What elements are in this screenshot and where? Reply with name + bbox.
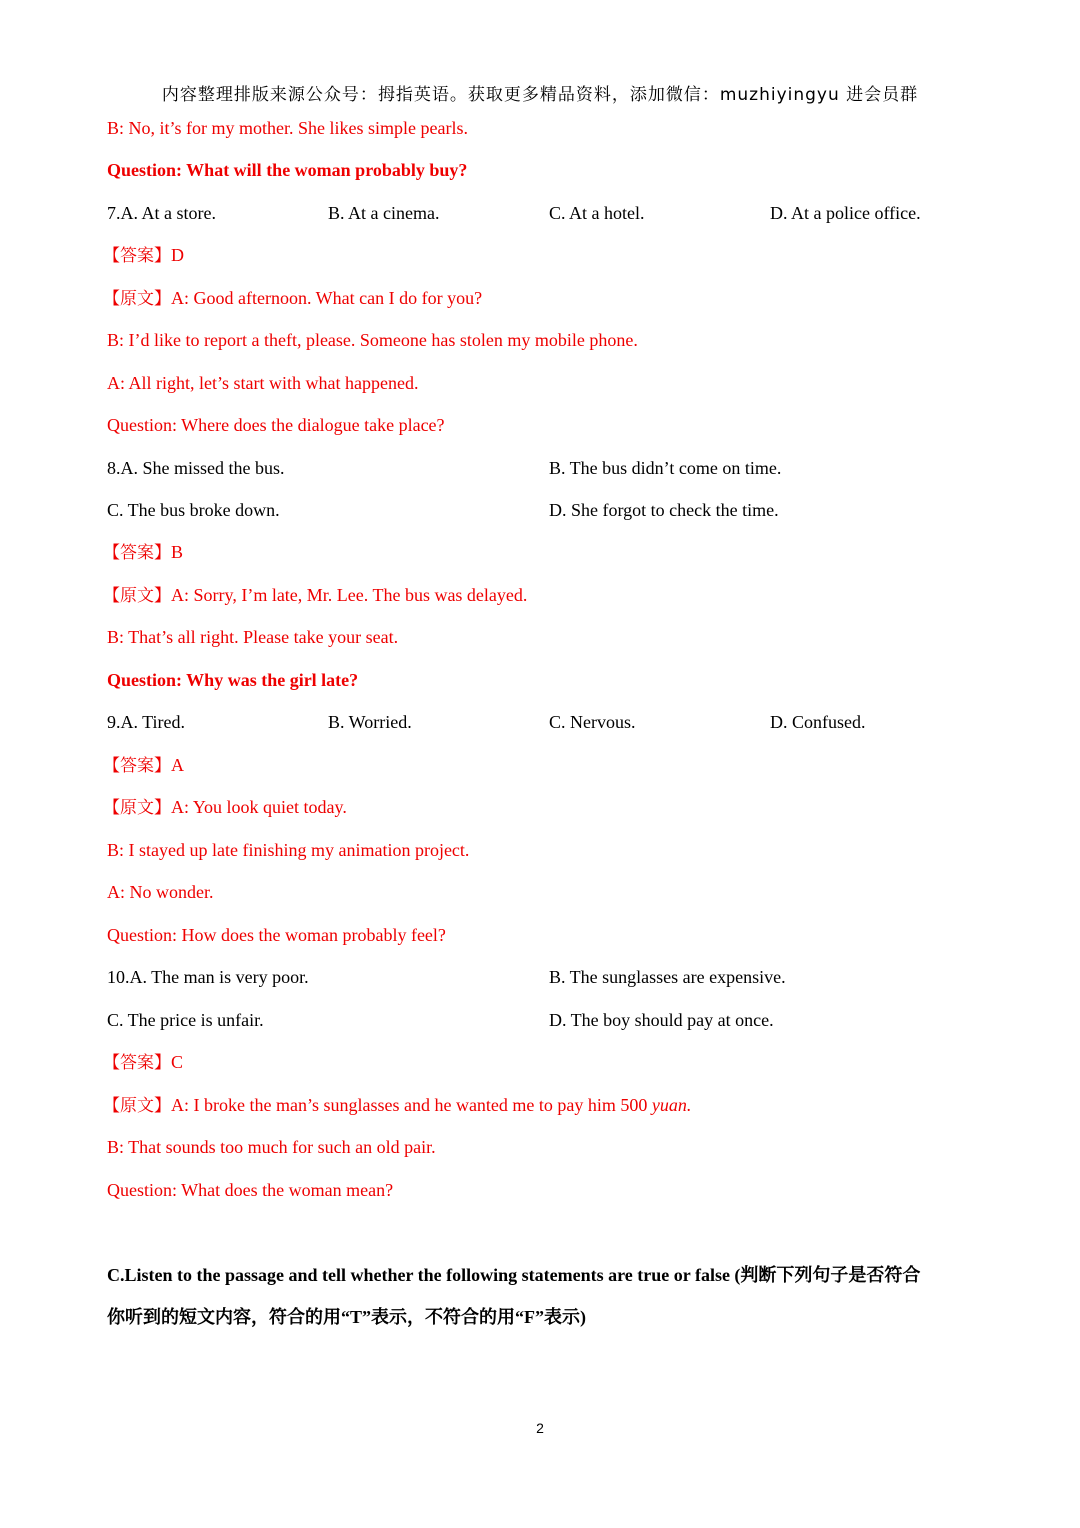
italic-word: yuan.: [651, 1095, 692, 1115]
option-10d: D. The boy should pay at once.: [549, 1010, 774, 1030]
option-9b: B. Worried.: [328, 712, 412, 732]
option-7a: 7.A. At a store.: [107, 203, 216, 223]
original-tag: 【原文】: [103, 586, 171, 606]
question-8: Question: Why was the girl late?: [107, 670, 359, 690]
option-7c: C. At a hotel.: [549, 203, 645, 223]
original-tag: 【原文】: [103, 289, 171, 309]
original-tag: 【原文】: [103, 798, 171, 818]
question-10: Question: What does the woman mean?: [107, 1180, 394, 1200]
section-c-instruction-cont: 你听到的短文内容，符合的用“T”表示，不符合的用“F”表示): [107, 1307, 586, 1327]
answer-tag: 【答案】: [103, 246, 171, 266]
question-line: Question: What will the woman probably buy?: [107, 160, 468, 180]
dialogue-line: B: No, it’s for my mother. She likes simple pearls.: [107, 118, 468, 138]
answer-9: [103, 754, 184, 777]
dialogue-line: A: I broke the man’s sunglasses and he wanted me to pay him 500: [171, 1095, 652, 1115]
option-10b: B. The sunglasses are expensive.: [549, 967, 786, 987]
option-10c: C. The price is unfair.: [107, 1010, 264, 1030]
option-8b: B. The bus didn’t come on time.: [549, 458, 782, 478]
original-9-2: B: I stayed up late finishing my animation project.: [107, 840, 470, 860]
original-8-1: [103, 584, 527, 607]
original-7-3: A: All right, let’s start with what happened.: [107, 373, 419, 393]
option-9c: C. Nervous.: [549, 712, 636, 732]
answer-value: B: [171, 542, 184, 562]
option-8c: C. The bus broke down.: [107, 500, 280, 520]
question-9: Question: How does the woman probably feel?: [107, 925, 446, 945]
original-9-3: A: No wonder.: [107, 882, 214, 902]
answer-value: C: [171, 1052, 184, 1072]
option-9d: D. Confused.: [770, 712, 866, 732]
original-7-2: B: I’d like to report a theft, please. Someone has stolen my mobile phone.: [107, 330, 638, 350]
original-tag: 【原文】: [103, 1096, 171, 1116]
option-7b: B. At a cinema.: [328, 203, 440, 223]
page-header: 内容整理排版来源公众号：拇指英语。获取更多精品资料，添加微信：muzhiyingyu 进会员群: [161, 85, 919, 105]
option-8d: D. She forgot to check the time.: [549, 500, 779, 520]
dialogue-line: A: Good afternoon. What can I do for you?: [171, 288, 483, 308]
answer-8: [103, 541, 183, 564]
option-9a: 9.A. Tired.: [107, 712, 186, 732]
section-c-instruction: C.Listen to the passage and tell whether the following statements are true or false (判断下列句子是否符合: [107, 1265, 921, 1285]
original-7-1: [103, 287, 482, 310]
option-10a: 10.A. The man is very poor.: [107, 967, 309, 987]
answer-10: [103, 1051, 183, 1074]
page-number: 2: [536, 1420, 544, 1436]
original-9-1: [103, 796, 347, 819]
answer-tag: 【答案】: [103, 756, 171, 776]
dialogue-line: A: Sorry, I’m late, Mr. Lee. The bus was delayed.: [171, 585, 528, 605]
answer-tag: 【答案】: [103, 543, 171, 563]
answer-7: [103, 244, 184, 267]
original-8-2: B: That’s all right. Please take your seat.: [107, 627, 399, 647]
option-8a: 8.A. She missed the bus.: [107, 458, 285, 478]
answer-value: D: [171, 245, 184, 265]
dialogue-line: A: You look quiet today.: [171, 797, 347, 817]
option-7d: D. At a police office.: [770, 203, 921, 223]
answer-value: A: [171, 755, 184, 775]
answer-tag: 【答案】: [103, 1053, 171, 1073]
original-10-1: [103, 1094, 691, 1117]
original-10-2: B: That sounds too much for such an old pair.: [107, 1137, 436, 1157]
question-7: Question: Where does the dialogue take place?: [107, 415, 445, 435]
